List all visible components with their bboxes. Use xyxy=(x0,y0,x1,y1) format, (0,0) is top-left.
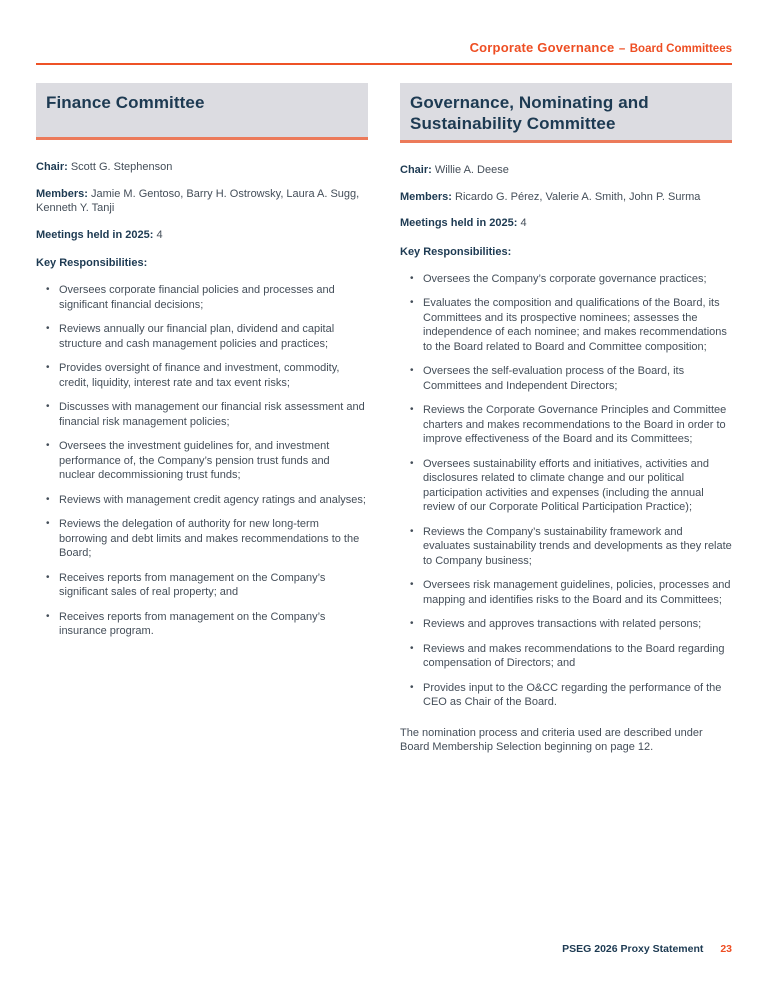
finance-responsibilities-heading: Key Responsibilities: xyxy=(36,257,148,269)
footer-page-number: 23 xyxy=(720,943,732,955)
running-header-subsection: Board Committees xyxy=(629,43,732,55)
responsibility-item: • Reviews annually our financial plan, dividend and capital structure and cash management policies and practices; xyxy=(46,322,368,351)
responsibility-item: • Oversees the Company’s corporate governance practices; xyxy=(410,272,732,287)
responsibility-item: • Oversees risk management guidelines, policies, processes and mapping and identifies risks to the Board and its Committees; xyxy=(410,578,732,607)
governance-chair-row xyxy=(400,163,732,178)
governance-responsibilities-list xyxy=(400,272,732,710)
finance-meetings-row xyxy=(36,228,368,243)
running-header xyxy=(36,40,732,65)
running-header-section: Corporate Governance xyxy=(469,40,615,55)
footer-doc-title: PSEG 2026 Proxy Statement xyxy=(562,943,704,955)
members-value: Jamie M. Gentoso, Barry H. Ostrowsky, Laura A. Sugg, Kenneth Y. Tanji xyxy=(36,187,360,214)
finance-members-row xyxy=(36,187,368,216)
members-value: Ricardo G. Pérez, Valerie A. Smith, John P. Surma xyxy=(455,190,701,203)
governance-members-row xyxy=(400,190,732,205)
responsibility-item: • Reviews the Corporate Governance Principles and Committee charters and makes recommendations to the Board in order to improve effectiveness of the Board and its Committees; xyxy=(410,403,732,447)
meetings-label: Meetings held in 2025: xyxy=(36,228,154,241)
governance-committee-title: Governance, Nominating and Sustainability Committee xyxy=(410,93,649,133)
responsibility-item: • Receives reports from management on the Company’s significant sales of real property; and xyxy=(46,571,368,600)
responsibility-item: • Reviews the delegation of authority for new long-term borrowing and debt limits and makes recommendations to the Board; xyxy=(46,517,368,561)
chair-label: Chair: xyxy=(400,164,432,176)
finance-committee-title-box xyxy=(36,83,368,140)
meetings-value: 4 xyxy=(520,217,527,229)
responsibility-item: • Oversees corporate financial policies and processes and significant financial decisions; xyxy=(46,283,368,312)
members-label: Members: xyxy=(400,190,452,203)
responsibility-item: • Evaluates the composition and qualifications of the Board, its Committees and its prospective nominees; assesses the independence of each nominee; and makes recommendations to the Board related to Board and Committee composition; xyxy=(410,296,732,354)
governance-committee-title-box xyxy=(400,83,732,143)
finance-committee-title: Finance Committee xyxy=(46,93,205,112)
governance-responsibilities-heading: Key Responsibilities: xyxy=(400,245,512,258)
responsibility-item: • Receives reports from management on the Company’s insurance program. xyxy=(46,610,368,639)
nomination-process-note: The nomination process and criteria used are described under Board Membership Selection beginning on page 12. xyxy=(400,726,703,753)
responsibility-item: • Provides oversight of finance and investment, commodity, credit, liquidity, interest rate and tax event risks; xyxy=(46,361,368,390)
responsibility-item: • Reviews and makes recommendations to the Board regarding compensation of Directors; and xyxy=(410,642,732,671)
responsibility-item: • Discusses with management our financial risk assessment and financial risk management policies; xyxy=(46,400,368,429)
responsibility-item: • Reviews the Company’s sustainability framework and evaluates sustainability trends and developments as they relate to Company business; xyxy=(410,525,732,569)
members-label: Members: xyxy=(36,187,88,200)
chair-value: Willie A. Deese xyxy=(434,164,509,176)
finance-chair-row xyxy=(36,160,368,175)
chair-value: Scott G. Stephenson xyxy=(70,161,173,173)
responsibility-item: • Provides input to the O&CC regarding the performance of the CEO as Chair of the Board. xyxy=(410,681,732,710)
governance-committee-section xyxy=(400,83,732,755)
responsibility-item: • Reviews and approves transactions with related persons; xyxy=(410,617,732,632)
responsibility-item: • Oversees the investment guidelines for, and investment performance of, the Company’s pension trust funds and nuclear decommissioning trust funds; xyxy=(46,439,368,483)
finance-responsibilities-list xyxy=(36,283,368,639)
governance-meetings-row xyxy=(400,216,732,231)
responsibility-item: • Reviews with management credit agency ratings and analyses; xyxy=(46,493,368,508)
responsibility-item: • Oversees sustainability efforts and initiatives, activities and disclosures related to climate change and our political participation activities and expenses (including the annual review of our Corporate Political Participation Practice); xyxy=(410,457,732,515)
responsibility-item: • Oversees the self-evaluation process of the Board, its Committees and Independent Directors; xyxy=(410,364,732,393)
running-header-separator: – xyxy=(618,43,626,55)
committee-columns xyxy=(36,83,732,755)
finance-committee-section xyxy=(36,83,368,755)
meetings-value: 4 xyxy=(156,228,163,241)
page-footer xyxy=(562,943,732,955)
meetings-label: Meetings held in 2025: xyxy=(400,217,518,229)
chair-label: Chair: xyxy=(36,161,68,173)
